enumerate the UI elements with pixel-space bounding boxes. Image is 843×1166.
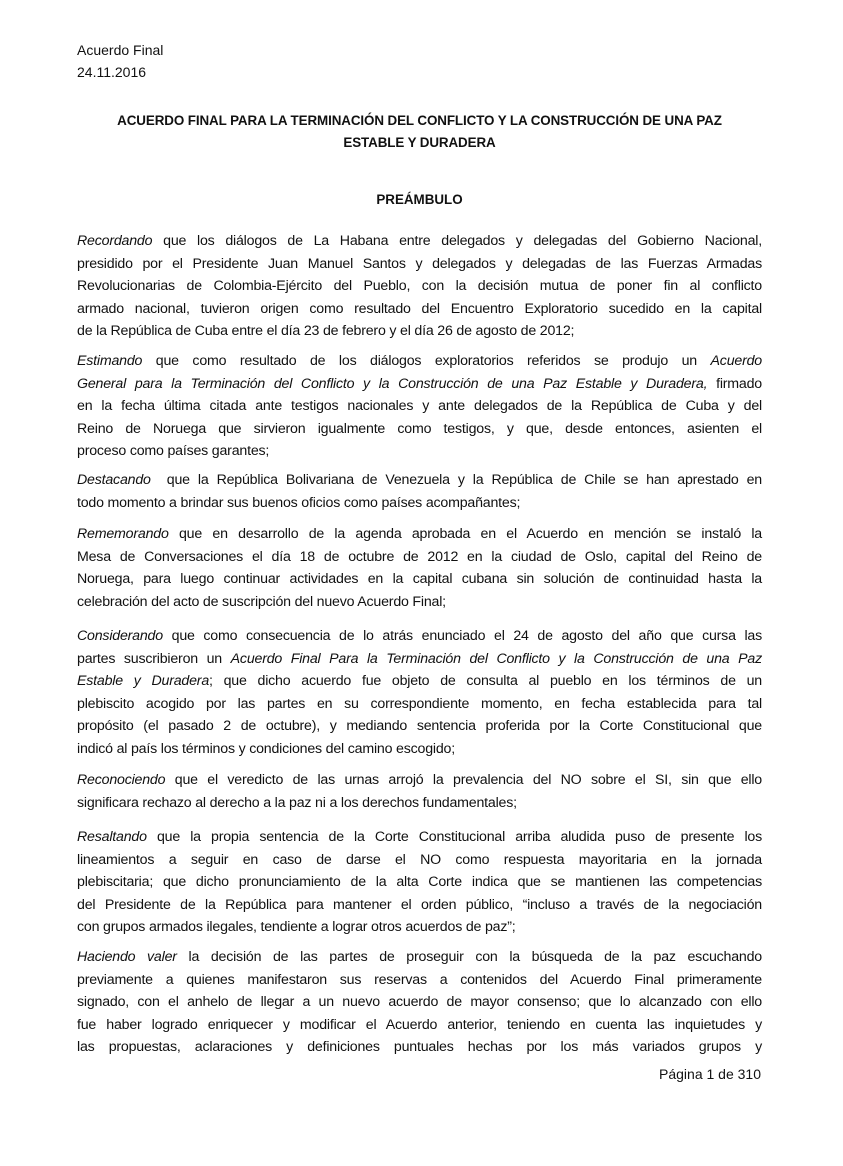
paragraph-destacando: Destacando que la República Bolivariana de Venezuela y la República de Chile se han aprestado en todo momento a brindar sus buenos oficios como países acompañantes;	[77, 472, 762, 511]
paragraph-considerando: Considerando que como consecuencia de lo atrás enunciado el 24 de agosto del año que cursa las partes suscribieron un Acuerdo Final Para la Terminación del Conflicto y la Construcción de una Paz Estable y Duradera; que dicho acuerdo fue objeto de consulta al pueblo en los términos de un plebiscito acogido por las partes en su correspondiente momento, en fecha establecida para tal propósito (el pasado 2 de octubre), y mediando sentencia proferida por la Corte Constitucional que indicó al país los términos y condiciones del camino escogido;	[77, 628, 762, 757]
paragraph-reconociendo: Reconociendo que el veredicto de las urnas arrojó la prevalencia del NO sobre el SI, sin que ello significara rechazo al derecho a la paz ni a los derechos fundamentales;	[77, 772, 762, 811]
paragraph-lead: Rememorando	[77, 526, 169, 542]
paragraph-resaltando: Resaltando que la propia sentencia de la Corte Constitucional arriba aludida puso de presente los lineamientos a seguir en caso de darse el NO como respuesta mayoritaria en la jornada plebiscitaria; que dicho pronunciamiento de la alta Corte indica que se mantienen las competencias del Presidente de la República para mantener el orden público, “incluso a través de la negociación con grupos armados ilegales, tendiente a lograr otros acuerdos de paz”;	[77, 829, 762, 936]
paragraph-estimando: Estimando que como resultado de los diálogos exploratorios referidos se produjo un Acuerdo General para la Terminación del Conflicto y la Construcción de una Paz Estable y Duradera, firmado en la fecha última citada ante testigos nacionales y ante delegados de la República de Cuba y del Reino de Noruega que sirvieron igualmente como testigos, y que, desde entonces, asienten el proceso como países garantes;	[77, 353, 762, 460]
document-title	[77, 110, 762, 154]
paragraph-haciendo-valer: Haciendo valer la decisión de las partes de proseguir con la búsqueda de la paz escuchando previamente a quienes manifestaron sus reservas a contenidos del Acuerdo Final primeramente signado, con el anhelo de llegar a un nuevo acuerdo de mayor consenso; que lo alcanzado con ello fue haber logrado enriquecer y modificar el Acuerdo anterior, teniendo en cuenta las inquietudes y las propuestas, aclaraciones y definiciones puntuales hechas por los más variados grupos y	[77, 949, 762, 1056]
paragraph-rememorando: Rememorando que en desarrollo de la agenda aprobada en el Acuerdo en mención se instaló la Mesa de Conversaciones el día 18 de octubre de 2012 en la ciudad de Oslo, capital del Reino de Noruega, para luego continuar actividades en la capital cubana sin solución de continuidad hasta la celebración del acto de suscripción del nuevo Acuerdo Final;	[77, 526, 762, 610]
doc-header-date: 24.11.2016	[77, 64, 147, 80]
doc-header-name: Acuerdo Final	[77, 42, 164, 58]
paragraph-lead: Destacando	[77, 472, 151, 488]
paragraph-lead: Recordando	[77, 233, 153, 249]
paragraph-lead: Considerando	[77, 628, 163, 644]
paragraph-lead: Reconociendo	[77, 772, 166, 788]
section-heading: PREÁMBULO	[376, 192, 463, 207]
page-number: Página 1 de 310	[659, 1066, 761, 1082]
document-title-line-1: ACUERDO FINAL PARA LA TERMINACIÓN DEL CONFLICTO Y LA CONSTRUCCIÓN DE UNA PAZ	[117, 113, 722, 128]
paragraph-recordando: Recordando que los diálogos de La Habana entre delegados y delegadas del Gobierno Nacional, presidido por el Presidente Juan Manuel Santos y delegados y delegadas de las Fuerzas Armadas Revolucionarias de Colombia-Ejército del Pueblo, con la decisión mutua de poner fin al conflicto armado nacional, tuvieron origen como resultado del Encuentro Exploratorio sucedido en la capital de la República de Cuba entre el día 23 de febrero y el día 26 de agosto de 2012;	[77, 233, 762, 340]
paragraph-lead: Haciendo valer	[77, 949, 177, 965]
document-title-line-2: ESTABLE Y DURADERA	[343, 135, 496, 150]
paragraph-lead: Estimando	[77, 353, 143, 369]
paragraph-lead: Resaltando	[77, 829, 147, 845]
